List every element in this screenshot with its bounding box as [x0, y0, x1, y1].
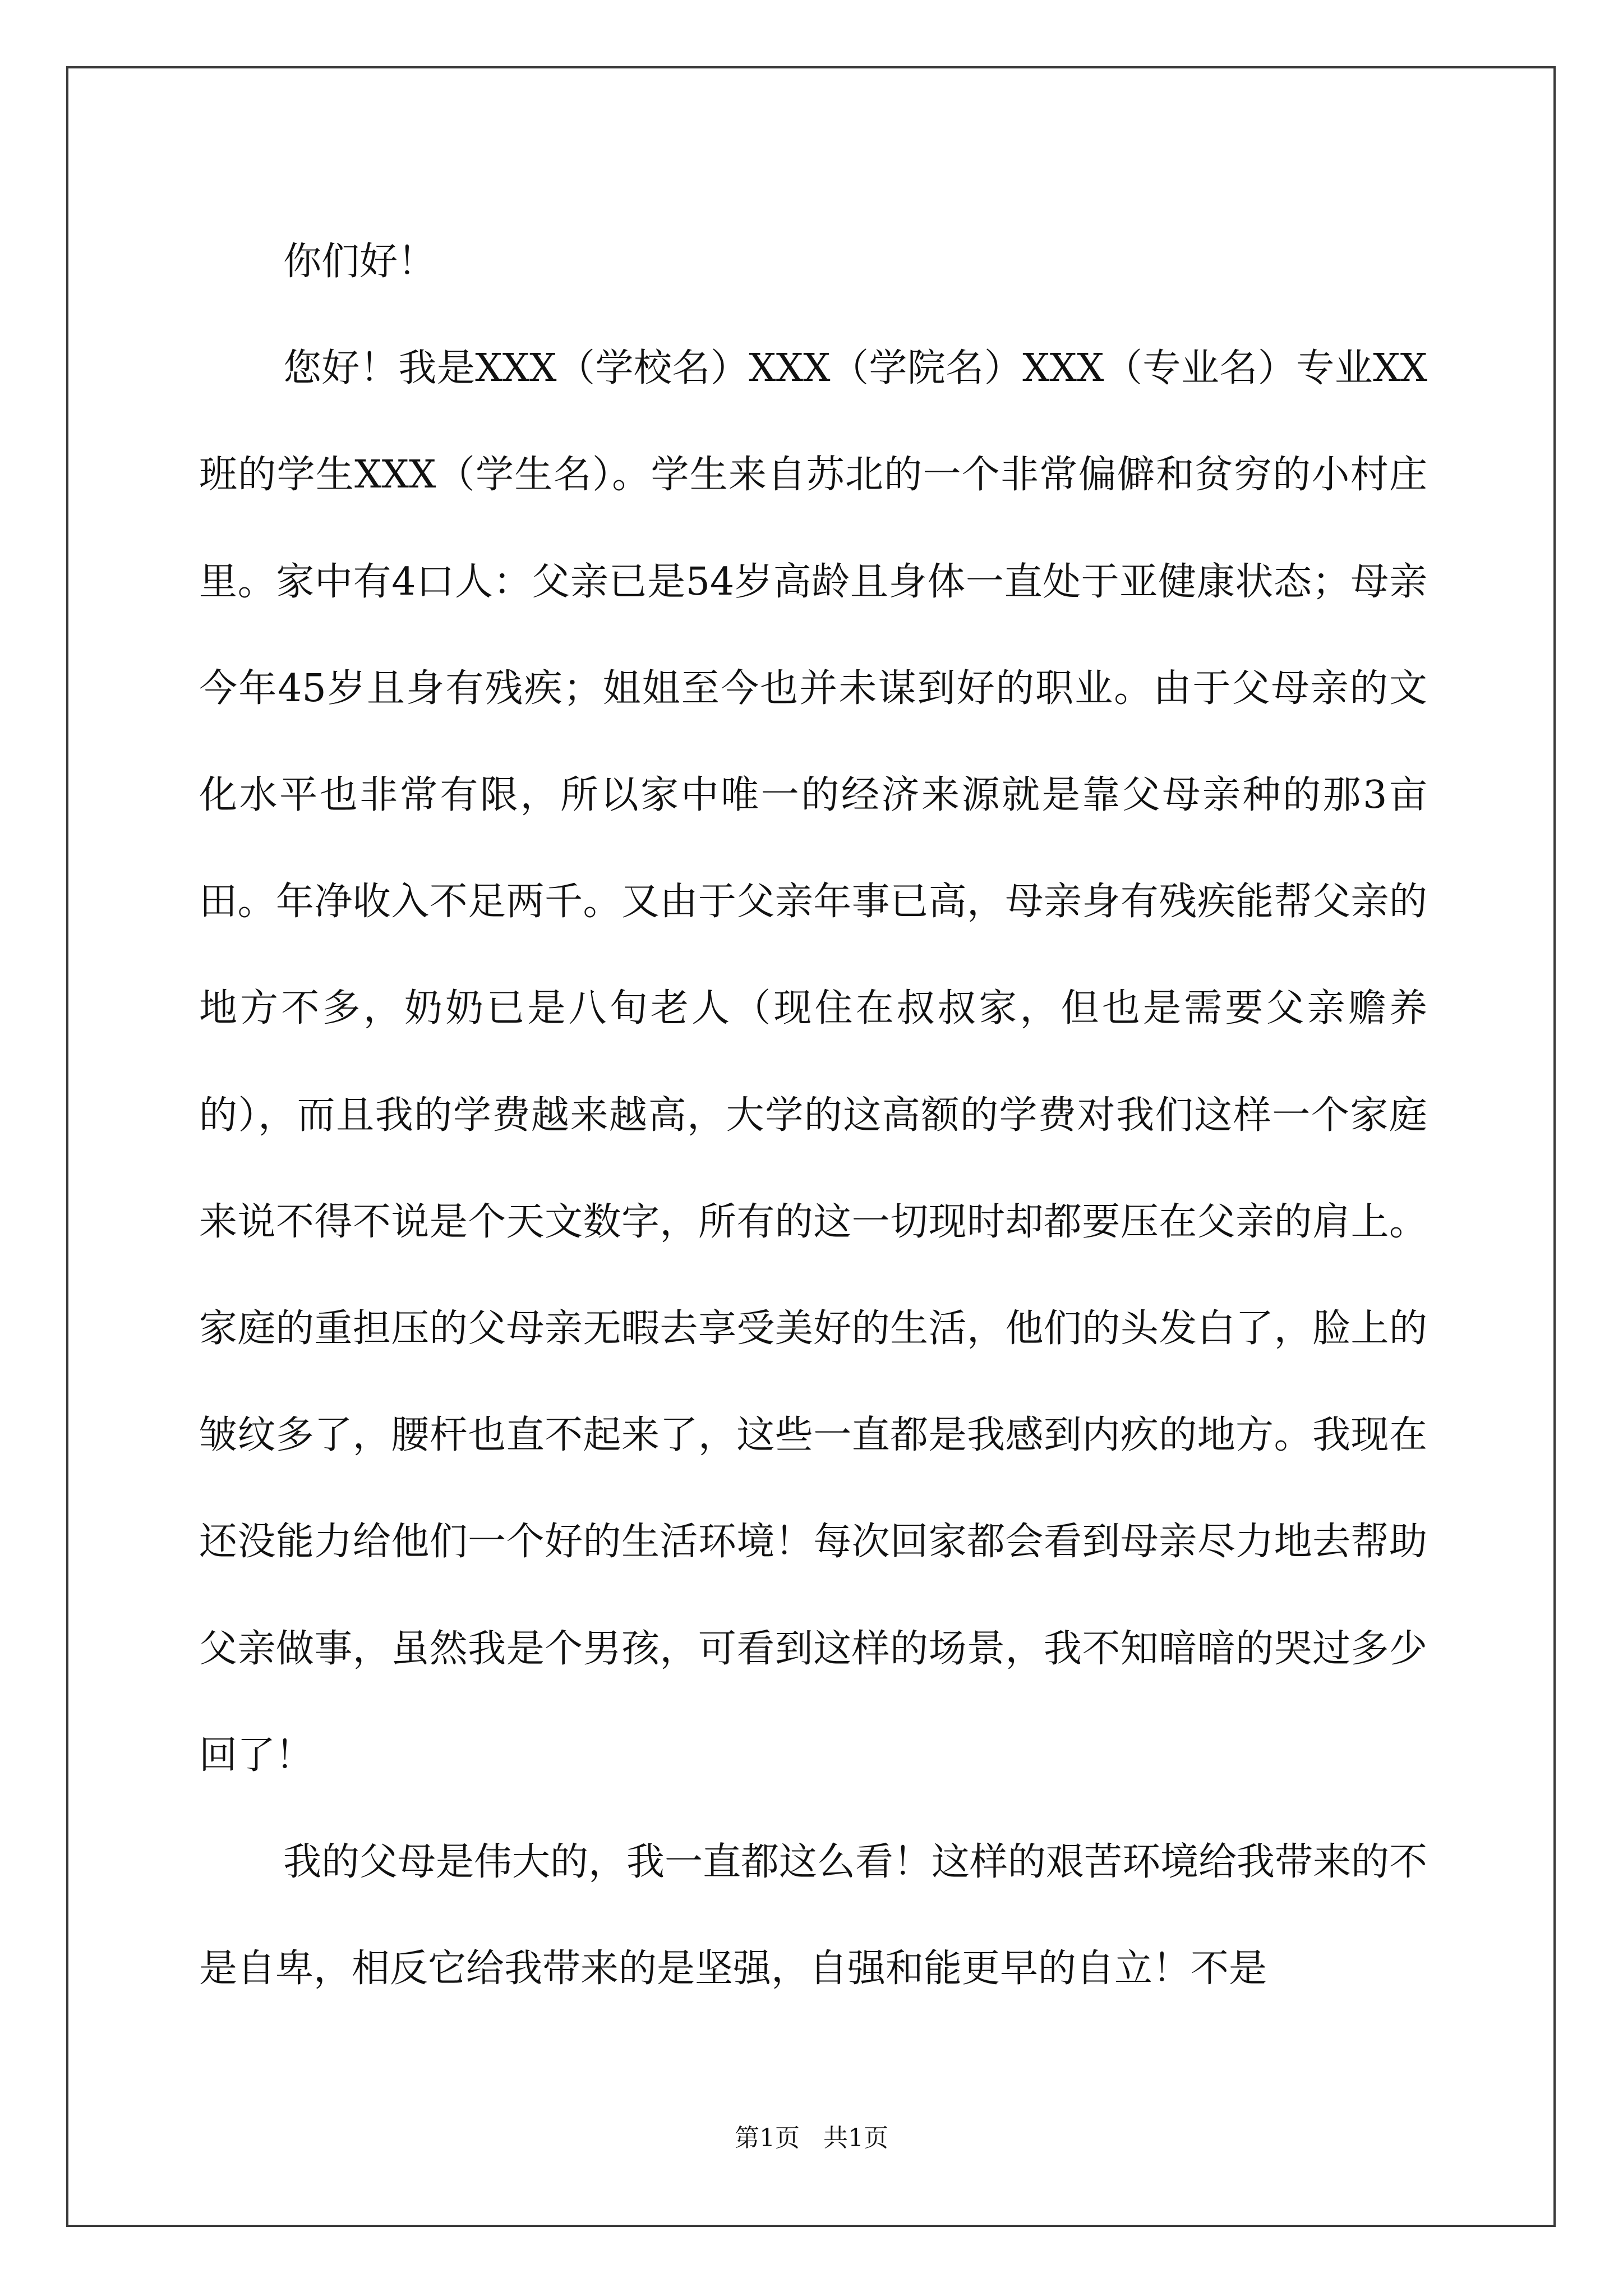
document-body	[199, 209, 1427, 2022]
greeting: 你们好！	[283, 240, 436, 284]
paragraph-2: 我的父母是伟大的，我一直都这么看！这样的艰苦环境给我带来的不是自卑，相反它给我带来的是坚强，自强和能更早的自立！不是	[199, 1840, 1428, 1991]
paragraph-1: 您好！我是XXX（学校名）XXX（学院名）XXX（专业名）专业XX班的学生XXX（学生名）。学生来自苏北的一个非常偏僻和贫穷的小村庄里。家中有4口人：父亲已是54岁高龄且身体一直处于亚健康状态；母亲今年45岁且身有残疾；姐姐至今也并未谋到好的职业。由于父母亲的文化水平也非常有限，所以家中唯一的经济来源就是靠父母亲种的那3亩田。年净收入不足两千。又由于父亲年事已高，母亲身有残疾能帮父亲的地方不多，奶奶已是八旬老人（现住在叔叔家，但也是需要父亲赡养的），而且我的学费越来越高，大学的这高额的学费对我们这样一个家庭来说不得不说是个天文数字，所有的这一切现时却都要压在父亲的肩上。家庭的重担压的父母亲无暇去享受美好的生活，他们的头发白了，脸上的皱纹多了，腰杆也直不起来了，这些一直都是我感到内疚的地方。我现在还没能力给他们一个好的生活环境！每次回家都会看到母亲尽力地去帮助父亲做事，虽然我是个男孩，可看到这样的场景，我不知暗暗的哭过多少回了！	[199, 346, 1427, 1778]
page-footer: 第1页 共1页	[735, 2124, 888, 2152]
